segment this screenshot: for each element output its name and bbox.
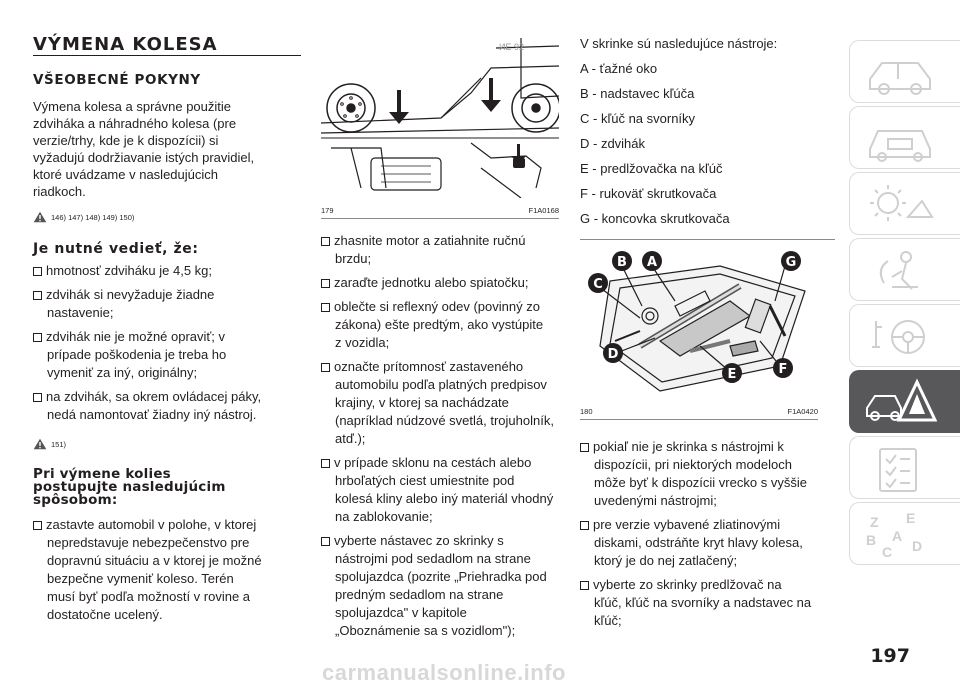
list-item: na zdvihák, sa okrem ovládacej páky, [33, 388, 261, 406]
list-item: pre verzie vybavené zliatinovými [580, 516, 811, 534]
figure-code: F1A0420 [787, 407, 818, 416]
alphabet-index-icon [862, 511, 938, 559]
car-interior-icon [862, 115, 938, 163]
checkbox-bullet-icon [321, 459, 330, 468]
warning-reference-row [33, 211, 134, 223]
list-item: zastavte automobil v polohe, v ktorej [33, 516, 262, 534]
vehicle-jack-points-illustration [321, 38, 559, 198]
svg-text:B: B [866, 532, 877, 548]
checkbox-bullet-icon [33, 521, 42, 530]
svg-text:C: C [882, 544, 893, 559]
list-item: zdvihák si nevyžaduje žiadne [33, 286, 261, 304]
emergency-triangle-icon [861, 378, 937, 426]
figure-179-caption [321, 206, 559, 215]
checkbox-bullet-icon [33, 333, 42, 342]
list-item: zaraďte jednotku alebo spiatočku; [321, 274, 554, 292]
warning-refs: 146) 147) 148) 149) 150) [51, 212, 135, 222]
tab-dashboard[interactable] [849, 40, 960, 103]
callout-a: A [646, 255, 658, 270]
section-heading-general: VŠEOBECNÉ POKYNY [33, 72, 201, 88]
checkbox-bullet-icon [580, 581, 589, 590]
tab-warning-lights[interactable] [849, 172, 960, 235]
tool-item-e: E - predlžovačka na kľúč [580, 161, 723, 176]
bullet-list-know: hmotnosť zdviháku je 4,5 kg; zdvihák si nevyžaduje žiadne nastavenie; zdvihák nie je možné opraviť; v prípade poškodenia je treba ho vymeniť za iný, originálny; na zdvihák, sa okrem ovládacej páky, nedá namontovať žiadny iný nástroj. [33, 262, 261, 424]
tab-safety[interactable] [849, 238, 960, 301]
figure-180-toolbox [580, 246, 818, 394]
arrow-down-icon [481, 78, 501, 112]
page-number: 197 [870, 645, 910, 667]
maintenance-checklist-icon [862, 445, 938, 493]
steering-wheel-key-icon [862, 313, 938, 361]
checkbox-bullet-icon [580, 443, 589, 452]
tool-item-f: F - rukoväť skrutkovača [580, 186, 717, 201]
list-item: zdvihák nie je možné opraviť; v [33, 328, 261, 346]
warning-refs: 151) [51, 439, 67, 449]
checkbox-bullet-icon [321, 237, 330, 246]
svg-text:D: D [912, 538, 923, 554]
wheel-left [327, 84, 375, 132]
figure-179-jack-placement [321, 38, 559, 198]
tool-item-a: A - ťažné oko [580, 61, 658, 76]
svg-text:E: E [906, 511, 916, 526]
tool-item-b: B - nadstavec kľúča [580, 86, 695, 101]
section-heading-procedure: Pri výmene kolies postupujte nasledujúcim spôsobom: [33, 466, 226, 508]
figure-180-caption [580, 407, 818, 416]
tab-index[interactable] [849, 502, 960, 565]
checkbox-bullet-icon [580, 521, 589, 530]
airbag-person-icon [862, 247, 938, 295]
checkbox-bullet-icon [33, 267, 42, 276]
list-item: vyberte nástavec zo skrinky s [321, 532, 554, 550]
warning-lights-icon [862, 181, 938, 229]
bullet-list-procedure: zastavte automobil v polohe, v ktorej nepredstavuje nebezpečenstvo pre dopravnú situáciu a v ktorej je možné bezpečne vymeniť koleso. Terén musí byť podľa možností v rovine a dostatočne ucelený. [33, 516, 262, 624]
list-item: v prípade sklonu na cestách alebo [321, 454, 554, 472]
bullet-list-middle: zhasnite motor a zatiahnite ručnú brzdu; zaraďte jednotku alebo spiatočku; oblečte si reflexný odev (povinný zo zákona) ešte predtým, ako vystúpite z vozidla; označte prítomnosť zastaveného automobilu podľa platných predpisov krajiny, v ktorej sa nachádzate (napríklad núdzové svetlá, trojuholník, atď.); v prípade sklonu na cestách alebo hrboľatých ciest umiestnite pod kolesá kliny alebo iný materiál vhodný na zablokovanie; vyberte nástavec zo skrinky s nástrojmi pod sedadlom na strane spolujazdca (pozrite „Priehradka pod predným sedadlom na strane spolujazdca" v kapitole „Oboznámenie sa s vozidlom"); [321, 232, 554, 640]
watermark: carmanualsonline.info [322, 660, 566, 685]
warning-triangle-icon [33, 438, 47, 450]
title-rule [33, 55, 301, 56]
list-item: hmotnosť zdviháku je 4,5 kg; [33, 262, 261, 280]
list-item: vyberte zo skrinky predlžovač na [580, 576, 811, 594]
bullet-list-right: pokiaľ nie je skrinka s nástrojmi k dispozícii, pri niektorých modeloch môže byť k dispozícii vrecko s vyššie uvedenými nástrojmi; pre verzie vybavené zliatinovými diskami, odstráňte kryt hlavy kolesa, ktorý je do nej zatlačený; vyberte zo skrinky predlžovač na kľúč, kľúč na svorníky a nadstavec na kľúč; [580, 438, 811, 630]
callout-g: G [785, 255, 797, 270]
svg-text:A: A [892, 528, 903, 544]
tab-emergency[interactable] [849, 370, 960, 433]
warning-reference-row-2 [33, 438, 66, 450]
list-item: oblečte si reflexný odev (povinný zo [321, 298, 554, 316]
figure-number: 180 [580, 407, 593, 416]
wheel-right [512, 84, 559, 132]
figure-code: F1A0168 [528, 206, 559, 215]
figure-rule [321, 218, 559, 219]
tab-starting-driving[interactable] [849, 304, 960, 367]
callout-e: E [727, 367, 737, 382]
checkbox-bullet-icon [321, 303, 330, 312]
tool-item-c: C - kľúč na svorníky [580, 111, 696, 126]
list-item: pokiaľ nie je skrinka s nástrojmi k [580, 438, 811, 456]
figure-top-rule [580, 239, 835, 240]
callout-c: C [593, 277, 603, 292]
svg-text:Z: Z [870, 514, 879, 530]
tool-item-d: D - zdvihák [580, 136, 646, 151]
toolbox-illustration [580, 246, 818, 394]
figure-rule [580, 419, 818, 420]
figure-number: 179 [321, 206, 334, 215]
svg-text:ИЕ 92: ИЕ 92 [499, 42, 524, 52]
tab-interior[interactable] [849, 106, 960, 169]
list-item: zhasnite motor a zatiahnite ručnú [321, 232, 554, 250]
intro-paragraph: Výmena kolesa a správne použitie zdviháka a náhradného kolesa (pre verzie/trhy, kde je k dispozícii) si vyžadujú dodržiavanie istých pravidiel, ktoré uvádzame v nasledujúcich riadkoch. [33, 99, 255, 199]
tab-maintenance[interactable] [849, 436, 960, 499]
tool-item-g: G - koncovka skrutkovača [580, 211, 730, 226]
callout-b: B [617, 255, 627, 270]
tools-intro: V skrinke sú nasledujúce nástroje: [580, 36, 778, 51]
callout-f: F [778, 362, 788, 377]
checkbox-bullet-icon [321, 537, 330, 546]
page-title: VÝMENA KOLESA [33, 34, 218, 55]
car-dashboard-icon [862, 49, 938, 97]
warning-triangle-icon [33, 211, 47, 223]
checkbox-bullet-icon [321, 279, 330, 288]
checkbox-bullet-icon [33, 291, 42, 300]
checkbox-bullet-icon [33, 393, 42, 402]
callout-d: D [607, 347, 619, 362]
checkbox-bullet-icon [321, 363, 330, 372]
list-item: označte prítomnosť zastaveného [321, 358, 554, 376]
section-heading-know: Je nutné vedieť, že: [33, 241, 199, 257]
